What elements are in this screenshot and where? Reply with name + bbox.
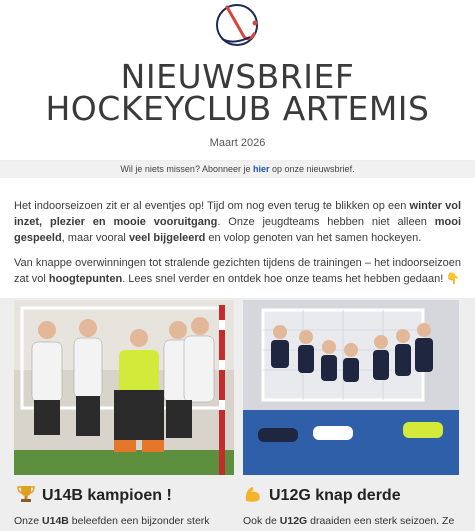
card-title-text: U14B kampioen !	[42, 487, 172, 504]
trophy-icon	[16, 485, 36, 503]
subscribe-text-after: op onze nieuwsbrief.	[269, 164, 355, 174]
intro-section	[0, 178, 475, 298]
u12g-team-photo	[243, 300, 459, 475]
card-text-u12g	[243, 515, 454, 527]
newsletter-title-line1: NIEUWSBRIEF	[120, 57, 355, 96]
intro-highlight: mooi gespeeld	[14, 216, 461, 244]
newsletter-header	[0, 0, 475, 160]
newsletter-title-line2: HOCKEYCLUB ARTEMIS	[45, 89, 430, 128]
card-text-before: Onze	[14, 515, 43, 527]
card-title-u12g	[243, 485, 401, 505]
card-text-before: Ook de	[243, 515, 280, 527]
hockey-stick-logo-icon	[210, 1, 264, 49]
intro-highlight: hoogtepunten	[48, 273, 123, 285]
flexed-biceps-icon	[243, 485, 263, 503]
intro-highlight: veel bijgeleerd	[128, 232, 206, 244]
subscribe-link[interactable]: hier	[253, 164, 270, 174]
card-title-u14b	[16, 485, 172, 505]
team-cards	[0, 298, 475, 531]
u14b-team-photo	[14, 300, 234, 475]
newsletter-date: Maart 2026	[209, 137, 266, 149]
intro-paragraph-2	[14, 255, 461, 287]
card-text-team: U14B	[42, 515, 69, 527]
intro-text: 👇	[446, 273, 461, 285]
intro-highlight: winter vol inzet, plezier en mooie vooruitgang	[14, 200, 461, 228]
card-text-after: beleefden een bijzonder sterk	[68, 515, 210, 527]
intro-text: . Onze jeugdteams hebben niet alleen	[217, 216, 435, 228]
card-title-text: U12G knap derde	[269, 487, 401, 504]
intro-text: . Lees snel verder en ontdek hoe onze teams het hebben gedaan!	[122, 273, 447, 285]
card-text-u14b	[14, 515, 210, 527]
intro-text: en volop genoten van het samen hockeyen.	[205, 232, 422, 244]
intro-text: Van knappe overwinningen tot stralende gezichten tijdens de trainingen – het indoorseizoen zat vol	[14, 257, 461, 285]
intro-text: , maar vooral	[61, 232, 129, 244]
intro-paragraph-1	[14, 198, 461, 246]
intro-text: Het indoorseizoen zit er al eventjes op! Tijd om nog even terug te blikken op een	[14, 200, 410, 212]
card-text-after: draaiden een sterk seizoen. Ze	[307, 515, 455, 527]
subscribe-bar	[0, 161, 475, 178]
subscribe-text-before: Wil je niets missen? Abonneer je	[120, 164, 253, 174]
card-text-team: U12G	[279, 515, 308, 527]
